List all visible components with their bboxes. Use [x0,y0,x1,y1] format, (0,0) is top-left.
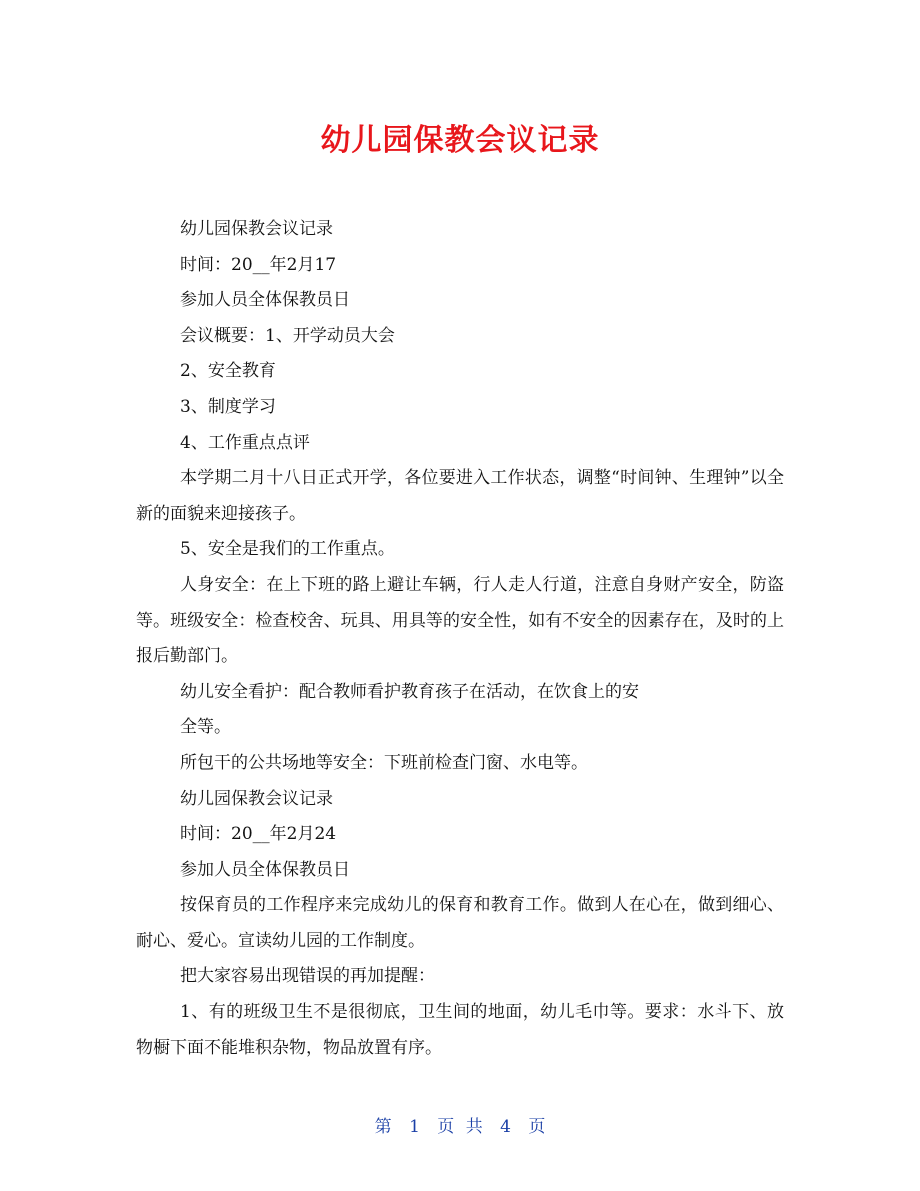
paragraph: 参加人员全体保教员日 [180,859,350,880]
paragraph: 幼儿园保教会议记录 [180,788,333,809]
paragraph: 把大家容易出现错误的再加提醒： [180,966,435,987]
paragraph: 幼儿园保教会议记录 [180,219,333,239]
page-footer [0,1112,920,1137]
paragraph: 参加人员全体保教员日 [180,290,350,311]
paragraph: 会议概要：1、开学动员大会 [180,325,395,346]
total-pages-number: 4 [500,1117,511,1137]
paragraph: 时间：20__年2月24 [180,824,337,845]
paragraph: 人身安全：在上下班的路上避让车辆，行人走人行道，注意自身财产安全，防盗等。班级安全：检查校舍、玩具、用具等的安全性，如有不安全的因素存在，及时的上报后勤部门。 [136,574,784,667]
paragraph: 时间：20__年2月17 [180,254,337,275]
paragraph: 1、有的班级卫生不是很彻底，卫生间的地面，幼儿毛巾等。要求：水斗下、放物橱下面不能堆积杂物，物品放置有序。 [136,1002,784,1058]
paragraph: 3、制度学习 [180,396,276,417]
paragraph: 本学期二月十八日正式开学，各位要进入工作状态，调整“时间钟、生理钟”以全新的面貌来迎接孩子。 [136,468,784,524]
paragraph: 2、安全教育 [180,361,276,382]
current-page-number: 1 [409,1117,420,1137]
document-body [136,212,784,1066]
page-label-mid: 页 共 [437,1117,483,1137]
page-label-suffix: 页 [528,1117,546,1137]
page-label-prefix: 第 [374,1117,392,1137]
paragraph: 全等。 [180,717,231,738]
document-title: 幼儿园保教会议记录 [320,123,600,158]
paragraph: 所包干的公共场地等安全：下班前检查门窗、水电等。 [180,752,588,773]
paragraph: 按保育员的工作程序来完成幼儿的保育和教育工作。做到人在心在，做到细心、耐心、爱心。宣读幼儿园的工作制度。 [136,895,784,951]
paragraph: 5、安全是我们的工作重点。 [180,539,395,560]
paragraph: 幼儿安全看护：配合教师看护教育孩子在活动，在饮食上的安 [180,681,639,702]
paragraph: 4、工作重点点评 [180,432,310,453]
